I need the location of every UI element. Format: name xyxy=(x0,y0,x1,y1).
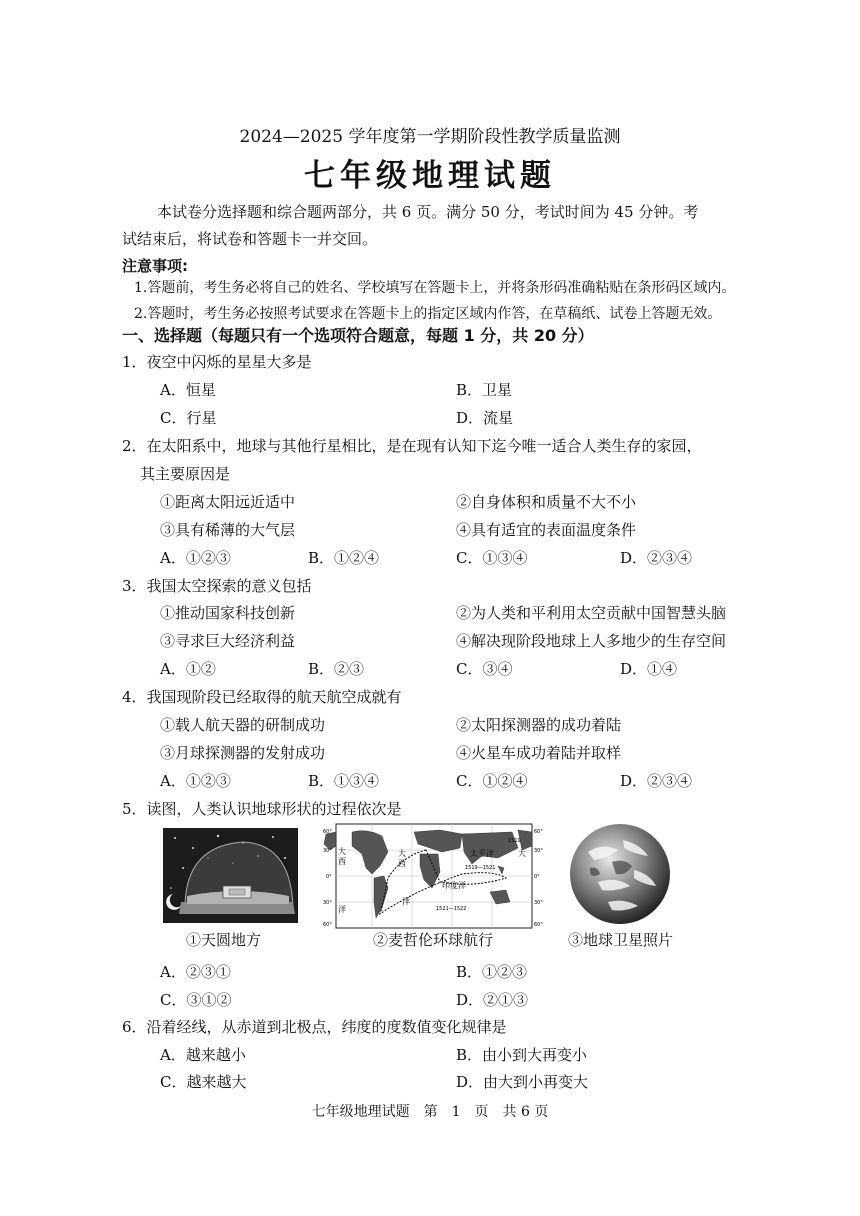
intro-line-2: 试结束后，将试卷和答题卡一并交回。 xyxy=(122,230,378,248)
earth-satellite-photo xyxy=(568,822,672,926)
map-label-xi-2: 西 xyxy=(398,859,406,868)
q6-option-d: D．由大到小再变大 xyxy=(456,1073,589,1091)
map-lat-60s-right: 60° xyxy=(534,922,543,928)
q4-item-1: ①载人航天器的研制成功 xyxy=(160,716,326,734)
map-label-pacific: 太平洋 xyxy=(470,849,494,858)
map-lat-30n-right: 30° xyxy=(534,848,543,854)
caption-heaven-round: ①天圆地方 xyxy=(186,931,262,949)
q1-option-b: B．卫星 xyxy=(456,381,513,399)
q3-item-2: ②为人类和平利用太空贡献中国智慧头脑 xyxy=(456,604,727,622)
page-footer: 七年级地理试题 第 1 页 共 6 页 xyxy=(311,1104,549,1120)
q1-option-d: D．流星 xyxy=(456,409,514,427)
caption-magellan: ②麦哲伦环球航行 xyxy=(373,931,494,949)
q4-option-c: C．①②④ xyxy=(456,772,528,790)
map-label-yang-2: 洋 xyxy=(402,897,410,906)
map-route-label-3: 1519 xyxy=(508,838,521,844)
q2-option-a: A．①②③ xyxy=(160,549,231,567)
question-6-stem: 6．沿着经线，从赤道到北极点，纬度的度数值变化规律是 xyxy=(122,1018,507,1036)
q2-item-3: ③具有稀薄的大气层 xyxy=(160,521,296,539)
intro-line-1: 本试卷分选择题和综合题两部分，共 6 页。满分 50 分，考试时间为 45 分钟。考 xyxy=(157,203,699,221)
q5-option-d: D．②①③ xyxy=(456,991,529,1009)
q2-item-4: ④具有适宜的表面温度条件 xyxy=(456,521,637,539)
q2-item-2: ②自身体积和质量不大不小 xyxy=(456,493,637,511)
q3-option-c: C．③④ xyxy=(456,660,513,678)
q3-item-3: ③寻求巨大经济利益 xyxy=(160,632,296,650)
q3-option-b: B．②③ xyxy=(308,660,365,678)
section-title: 一、选择题（每题只有一个选项符合题意，每题 1 分，共 20 分） xyxy=(122,326,594,345)
q3-item-1: ①推动国家科技创新 xyxy=(160,604,296,622)
map-lat-60s-left: 60° xyxy=(323,922,332,928)
question-5-stem: 5．读图，人类认识地球形状的过程依次是 xyxy=(122,800,402,818)
caption-satellite: ③地球卫星照片 xyxy=(568,931,674,949)
map-route-label-1: 1519—1521 xyxy=(465,865,496,871)
map-label-indian: 印度洋 xyxy=(442,881,466,890)
notes-item-1: 1.答题前，考生务必将自己的姓名、学校填写在答题卡上，并将条形码准确粘贴在条形码区域内。 xyxy=(134,280,736,296)
question-3-stem: 3．我国太空探索的意义包括 xyxy=(122,577,312,595)
map-lat-30s-right: 30° xyxy=(534,900,543,906)
q2-option-d: D．②③④ xyxy=(620,549,693,567)
q1-option-a: A．恒星 xyxy=(160,381,216,399)
q5-option-b: B．①②③ xyxy=(456,963,528,981)
notes-heading: 注意事项: xyxy=(122,257,188,275)
q2-item-1: ①距离太阳远近适中 xyxy=(160,493,296,511)
q3-option-d: D．①④ xyxy=(620,660,678,678)
q6-option-c: C．越来越大 xyxy=(160,1073,247,1091)
q4-item-4: ④火星车成功着陆并取样 xyxy=(456,744,622,762)
magellan-voyage-map xyxy=(322,822,547,930)
q3-item-4: ④解决现阶段地球上人多地少的生存空间 xyxy=(456,632,727,650)
map-lat-60n-right: 60° xyxy=(534,829,543,835)
question-2-stem-2: 其主要原因是 xyxy=(140,465,231,483)
map-lat-30n-left: 30° xyxy=(323,848,332,854)
q6-option-b: B．由小到大再变小 xyxy=(456,1046,588,1064)
q6-option-a: A．越来越小 xyxy=(160,1046,246,1064)
q2-option-c: C．①③④ xyxy=(456,549,528,567)
heaven-round-earth-square-image xyxy=(163,828,298,923)
question-4-stem: 4．我国现阶段已经取得的航天航空成就有 xyxy=(122,688,402,706)
map-route-label-2: 1521—1522 xyxy=(436,906,467,912)
q4-option-b: B．①③④ xyxy=(308,772,380,790)
map-label-yang-1: 洋 xyxy=(338,905,346,914)
map-lat-0-right: 0° xyxy=(534,874,540,880)
map-label-da-3: 大 xyxy=(518,849,526,858)
q4-item-3: ③月球探测器的发射成功 xyxy=(160,744,326,762)
map-label-da-1: 大 xyxy=(338,847,346,856)
map-lat-0-left: 0° xyxy=(326,874,332,880)
question-2-stem: 2．在太阳系中，地球与其他行星相比，是在现有认知下迄今唯一适合人类生存的家园， xyxy=(122,437,702,455)
map-label-da-2: 大 xyxy=(398,849,406,858)
map-lat-60n-left: 60° xyxy=(323,829,332,835)
q1-option-c: C．行星 xyxy=(160,409,217,427)
map-lat-30s-left: 30° xyxy=(323,900,332,906)
q3-option-a: A．①② xyxy=(160,660,216,678)
exam-header: 2024—2025 学年度第一学期阶段性教学质量监测 xyxy=(239,127,621,147)
q5-option-c: C．③①② xyxy=(160,991,232,1009)
q4-option-d: D．②③④ xyxy=(620,772,693,790)
q5-option-a: A．②③① xyxy=(160,963,231,981)
q4-option-a: A．①②③ xyxy=(160,772,231,790)
q4-item-2: ②太阳探测器的成功着陆 xyxy=(456,716,622,734)
q2-option-b: B．①②④ xyxy=(308,549,380,567)
exam-title: 七年级地理试题 xyxy=(304,158,556,194)
map-label-xi-1: 西 xyxy=(338,857,346,866)
question-1-stem: 1．夜空中闪烁的星星大多是 xyxy=(122,353,312,371)
notes-item-2: 2.答题时，考生务必按照考试要求在答题卡上的指定区域内作答，在草稿纸、试卷上答题无效。 xyxy=(134,306,722,322)
